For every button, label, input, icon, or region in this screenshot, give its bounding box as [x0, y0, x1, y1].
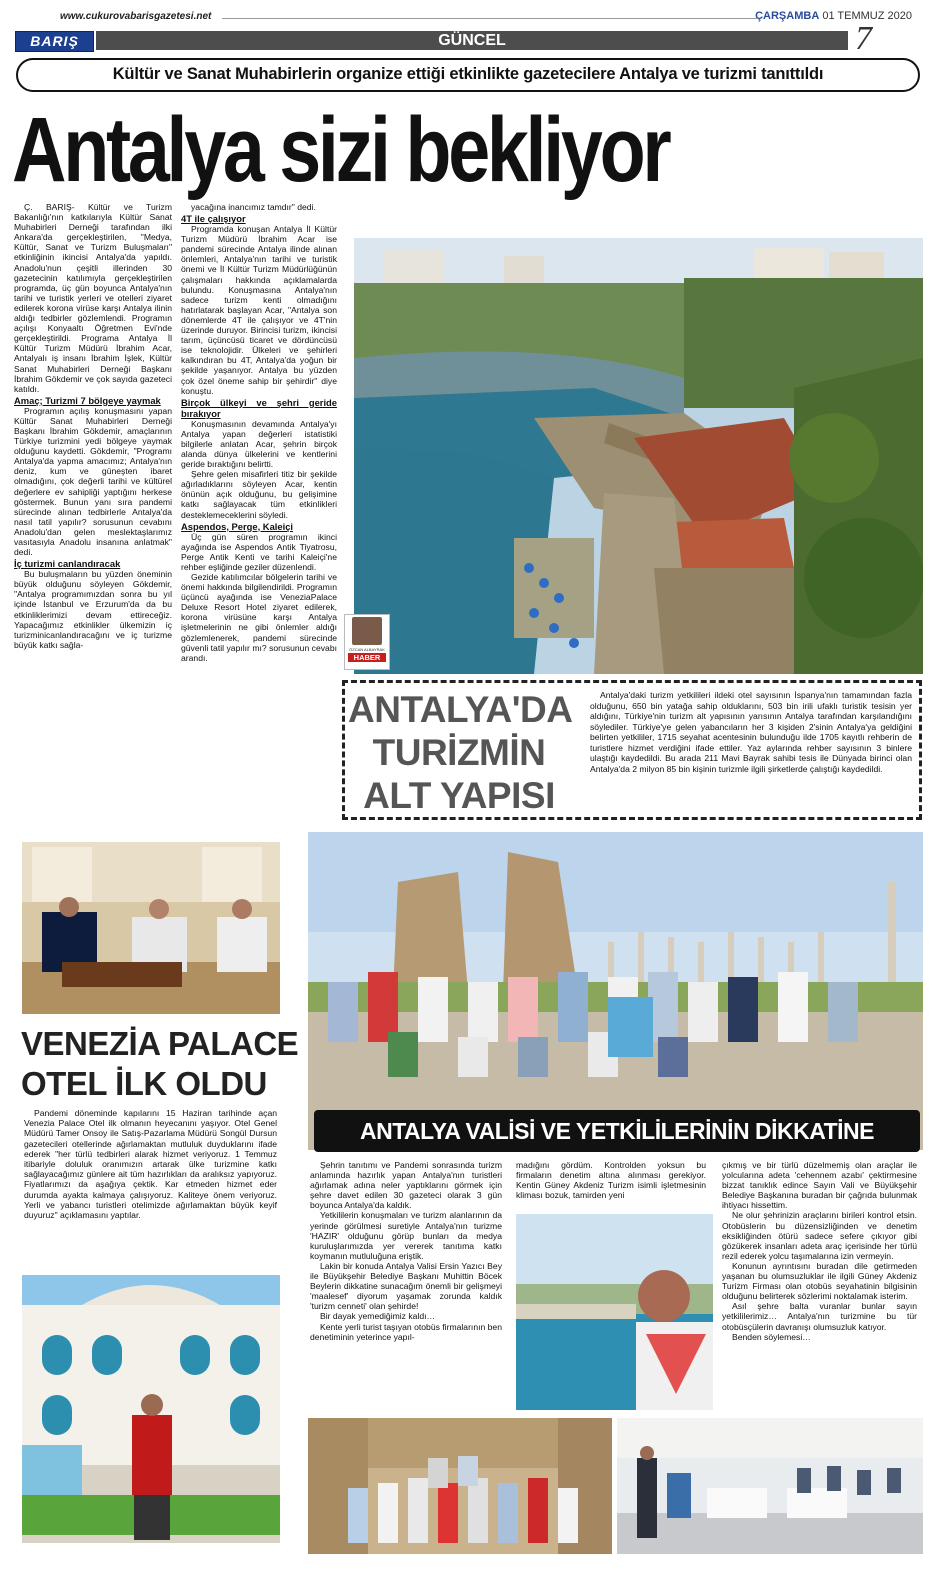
- story1-paragraph: Ç. BARIŞ- Kültür ve Turizm Bakanlığı'nın katkılarıyla Kültür Sanat Muhabirleri Derneği tarafından ilki Ankara'da gerçekleştirilen, "Medya, Kültür, Sanat ve Turizm Buluşmaları" etkinliğinin ikincisi Antalya'da yapıldı. Anadolu'nun çeşitli illerinden 30 gazetecinin katılımıyla gerçekleştirilen programda, üç gün boyunca Antalya'nın tarihi ve turistik yerleri ve otelleri ziyaret edilerek korona virüse karşı Antalya ilinin aldığı tedbirler gözlemlendi. Programın açılışı Konyaaltı Öğretmen Evi'nde gerçekleştirildi. Programa Antalya İl Kültür Turizm Müdürü İbrahim Acar, Antalyalı iş insanı İbrahim İşlek, Kültür Sanat Muhabirleri Derneği Başkanı İbrahim Gökdemir ve çok sayıda gazeteci katıldı.: [14, 202, 172, 394]
- venezia-headline: [21, 1024, 298, 1104]
- website-url: www.cukurovabarisgazetesi.net: [60, 11, 212, 22]
- story2-paragraph: Ne olur şehrinizin araçlarını birileri kontrol etsin. Otobüslerin bu düzensizliğinden ve denetim eksikliğinden ötürü sadece sefere çıkıyor gibi gözükerek insanları adeta araç içerisinde her türlü rezil ederek yolcu taşımalarına izin vermeyin.: [722, 1210, 917, 1261]
- story2-column-1: [310, 1160, 502, 1342]
- story1-paragraph: Gezide katılımcılar bölgelerin tarihi ve önemi hakkında bilgilendirildi. Programın üçüncü ayağında ise VeneziaPalace Deluxe Resort Hotel ziyaret edilerek, korona virüsüne karşı Antalya işletmelerinin ne gibi önlemler aldığı gözlemlenerek, pandemi sürecinde güvenli tatil yapılır mı? sorusunun cevabı arandı.: [181, 572, 337, 663]
- story2-paragraph: Asıl şehre balta vuranlar bunlar sayın yetkililerimiz… Antalya'nın turizmine bu tür otobüsçülerin davranışı olumsuzluk katıyor.: [722, 1301, 917, 1332]
- byline-tag: HABER: [348, 653, 386, 662]
- story1-subheading: Amaç; Turizmi 7 bölgeye yaymak: [14, 394, 161, 406]
- group-in-courtyard-photo: [308, 1418, 612, 1554]
- venezia-headline-line: OTEL İLK OLDU: [21, 1065, 267, 1102]
- main-headline: Antalya sizi bekliyor: [12, 99, 669, 201]
- story1-subheading: Aspendos, Perge, Kaleiçi: [181, 520, 294, 532]
- infobox-title-line: TURİZMİN: [372, 732, 546, 773]
- story1-paragraph: Programın açılış konuşmasını yapan Kültür Sanat Muhabirleri Derneği Başkanı İbrahim Gökdemir, amaçlarının Türkiye turizmini yedi bölgeye yaymak olduğunu kaydetti. Gökdemir, "Programı Antalya'da yapma amacımız; Antalya'nın deniz, kum ve güneşten ibaret olmadığını, çok değerli tarihi ve kültürel değerlere ev sahipliği yaptığını herkese göstermek. Bunun yanı sıra pandemi sürecinde alınan tedbirlerle Antalya'da nasıl tatil yapılır? sorusunun cevabını Anadolu'dan gelen meslektaşlarımız vasıtasıyla Anadolu insanına anlatmak" dedi.: [14, 405, 172, 558]
- hotel-exterior-photo: [22, 1275, 280, 1543]
- story1-paragraph: Programda konuşan Antalya İl Kültür Turizm Müdürü İbrahim Acar ise pandemi sürecinde Antalya ilinde alınan önlemleri, Antalya'nın tarihi ve turistik önemi ve İl Kültür Turizm Müdürlüğünün çalışmaları hakkında açıklamalarda bulundu. Konuşmasına Antalya'nın sadece turizm kenti olmadığını hatırlatarak başlayan Acar, "Antalya son dönemlerde 4T ile çalışıyor ve 4T'nin üzerinde duruyor. Birincisi turizm, ikincisi tarım, üçüncüsü ticaret ve dördüncüsü ise teknolojidir. Ülkeleri ve şehirleri kalkındıran bu 4T, Antalya'da yoğun bir şekilde yaşanıyor. Antalya bu yüzden çok özel öneme sahip bir şehirdir" diye konuştu.: [181, 224, 337, 396]
- antalya-harbor-photo: [354, 238, 923, 674]
- hotel-lobby-photo: [22, 842, 280, 1014]
- story1-paragraph: Konuşmasının devamında Antalya'yı Antalya yapan değerleri istatistiki bilgilerle anlatan Acar, şehrin birçok alanda dünya ülkelerini ve kentlerini geride bıraktığını belirtti.: [181, 418, 337, 470]
- infobox-paragraph: Antalya'daki turizm yetkilileri ildeki otel sayısının İspanya'nın tamamından fazla olduğunu, 650 bin yatağa sahip olduklarını, 503 bin irili ufaklı turistik tesisin yer aldığını, Türkiye'nin turizm alt yapısının yarısının Antalya tarafından karşılandığını söylediler. Türkiye'ye gelen yabancıların her 3 kişiden 2'sinin Antalya'ya geldiğini belirten yetkililer, 1715 seyahat acentesinin bulunduğu ilde 1705 kayıtlı rehberin de turistlere hizmet verdiğini ifade ettiler. Yaz aylarında rehber sayısının 3 binlere ulaştığı kaydedildi. Bu arada 211 Mavi Bayrak sahibi tesis ile Dünyada birinci olan Antalya'da 2 milyon 85 bin kişinin turizmle ilgili şirketlerde çalıştığı kaydedildi.: [590, 690, 912, 774]
- header-rule: [222, 18, 757, 19]
- page-number: 7: [855, 20, 872, 57]
- byline-name: ÖZCAN ALBAYRAK: [349, 647, 385, 652]
- section-title: GÜNCEL: [438, 32, 506, 49]
- issue-day: ÇARŞAMBA: [755, 10, 820, 22]
- story2-paragraph: Yetkililerin konuşmaları ve turizm alanlarının da yerinde görülmesi suretiyle Antalya'nın turizme 'HAZIR' olduğunu görüp bunları da medya kuruluşlarımızda yer vererek tanıtıma katkı koymanın mutluluğuna eriştik.: [310, 1210, 502, 1261]
- story1-paragraph: Bu buluşmaların bu yüzden öneminin büyük olduğunu söyleyen Gökdemir, "Antalya programımızdan sonra bu yıl içinde İstanbul ve Erzurum'da da bu etkinliklerimizi devam ettireceğiz. Yapacağımız etkinlikler ülkemizin iç turizminicanlandıracağını ve iç turizme büyük katkı sağla-: [14, 569, 172, 650]
- story1-paragraph: yacağına inancımız tamdır" dedi.: [191, 202, 316, 212]
- story1-column-1: [14, 202, 172, 650]
- meeting-room-photo: [617, 1418, 923, 1554]
- infobox-text: [590, 690, 912, 774]
- story2-paragraph: Şehrin tanıtımı ve Pandemi sonrasında turizm anlamında hazırlık yapan Antalya'nın turistleri ağırlamak adına neler yaptıklarını görmek için şehre davet edilen 30 gazeteci olarak 3 gün boyunca Antalya'da kaldık.: [310, 1160, 502, 1211]
- story2-paragraph: Benden söylemesi…: [732, 1331, 811, 1342]
- perge-group-photo: [308, 832, 923, 1150]
- byline: [344, 614, 390, 670]
- story1-paragraph: Şehre gelen misafirleri titiz bir şekilde ağırladıklarını söyleyen Acar, kentin önünün açık olduğunu, bu gelişimine katkı sağlayacak tüm etkinlikleri desteklemeceklerini söyledi.: [181, 469, 337, 520]
- story2-paragraph: Konunun ayrıntısını buradan dile getirmeden yaşanan bu olumsuzluklar ile ilgili Güney Akdeniz Turizm Firması olan otobüs seyahatinin bilgisinin olduğunu belirterek sözlerimi noktalamak isterim.: [722, 1260, 917, 1302]
- issue-date-text: 01 TEMMUZ 2020: [822, 10, 912, 22]
- story1-subheading: İç turizmi canlandıracak: [14, 558, 121, 570]
- story2-paragraph: Kente yerli turist taşıyan otobüs firmalarının ben denetiminin yeterince yapıl-: [310, 1321, 502, 1342]
- kicker-text: Kültür ve Sanat Muhabirlerin organize ettiği etkinlikte gazetecilere Antalya ve turizmi tanıttıldı: [112, 65, 824, 83]
- venezia-paragraph: Pandemi döneminde kapılarını 15 Haziran tarihinde açan Venezia Palace Otel ilk olmanın heyecanını yaşıyor. Otel Genel Müdürü Tamer Onsoy ile Satış-Pazarlama Müdürü Songül Dursun gazetecileri otellerinde ağırlamaktan mutluluk duyduklarını ifade ederek "her türlü tedbirleri alarak hizmet veriyoruz. 1 Temmuz itibariyle doluluk oranımızın artarak ülke turizmine katkı sağlayacağımız günlere ait tüm hazırlıkları da aralıksız yapıyoruz. Fiyatlarımızı da aşağıya çektik. Kar etmeden hizmet eder durumda ayakta kalmaya çalışıyoruz. Kaliteye önem veriyoruz. Yerli ve yabancı turistleri otelimizde ağırlamaktan büyük keyif duyuruz" açıklamasını yaptılar.: [24, 1108, 277, 1221]
- man-by-sea-photo: [516, 1214, 713, 1410]
- story1-paragraph: Üç gün süren programın ikinci ayağında ise Aspendos Antik Tiyatrosu, Perge Antik Kenti ve tarihi Kaleiçi'ne rehber eşliğinde geziler düzenlendi.: [181, 531, 337, 572]
- venezia-text: [24, 1108, 277, 1220]
- story2-headline: ANTALYA VALİSİ VE YETKİLİLERİNİN DİKKATİNE: [359, 1118, 875, 1144]
- story1-subheading: 4T ile çalışıyor: [181, 213, 246, 225]
- venezia-headline-line: VENEZİA PALACE: [21, 1025, 299, 1062]
- story2-paragraph: çıkmış ve bir türlü düzelmemiş olan araçlar ile yolcularına adeta 'cehennem azabı' çektirmesine bizzat tanıklık edince Sayın Vali ve Büyükşehir Belediye Başkanına buradan bir çağrıda bulunmak ihtiyacı hissettim.: [722, 1160, 917, 1211]
- story2-column-2: [516, 1160, 706, 1200]
- issue-date: [755, 10, 912, 22]
- story1-column-2: [181, 202, 337, 663]
- newspaper-logo: BARIŞ: [15, 31, 94, 52]
- story2-column-3: [722, 1160, 917, 1342]
- author-avatar: [352, 617, 382, 645]
- infobox-title-line: ALT YAPISI: [363, 775, 555, 816]
- story2-paragraph: Bir dayak yemediğimiz kaldı…: [320, 1311, 436, 1322]
- infobox-title-line: ANTALYA'DA: [348, 689, 573, 730]
- story2-paragraph: Lakin bir konuda Antalya Valisi Ersin Yazıcı Bey ile Büyükşehir Belediye Başkanı Muhittin Böcek Beylerin dikkatine sunacağım önemli bir gelişmeyi 'maalesef' diyorum yaşamak zorunda kaldık 'turizm cenneti' olan şehirde!: [310, 1260, 502, 1312]
- infobox-title: [348, 688, 573, 817]
- story1-subheading: Birçok ülkeyi ve şehri geride bırakıyor: [181, 396, 337, 419]
- story2-paragraph: madığını gördüm. Kontrolden yoksun bu firmaların denetim altına alınması gerekiyor. Kentin Güney Akdeniz Turizm isimli işletmesinin kliması bozuk, tamirden yeni: [516, 1160, 706, 1201]
